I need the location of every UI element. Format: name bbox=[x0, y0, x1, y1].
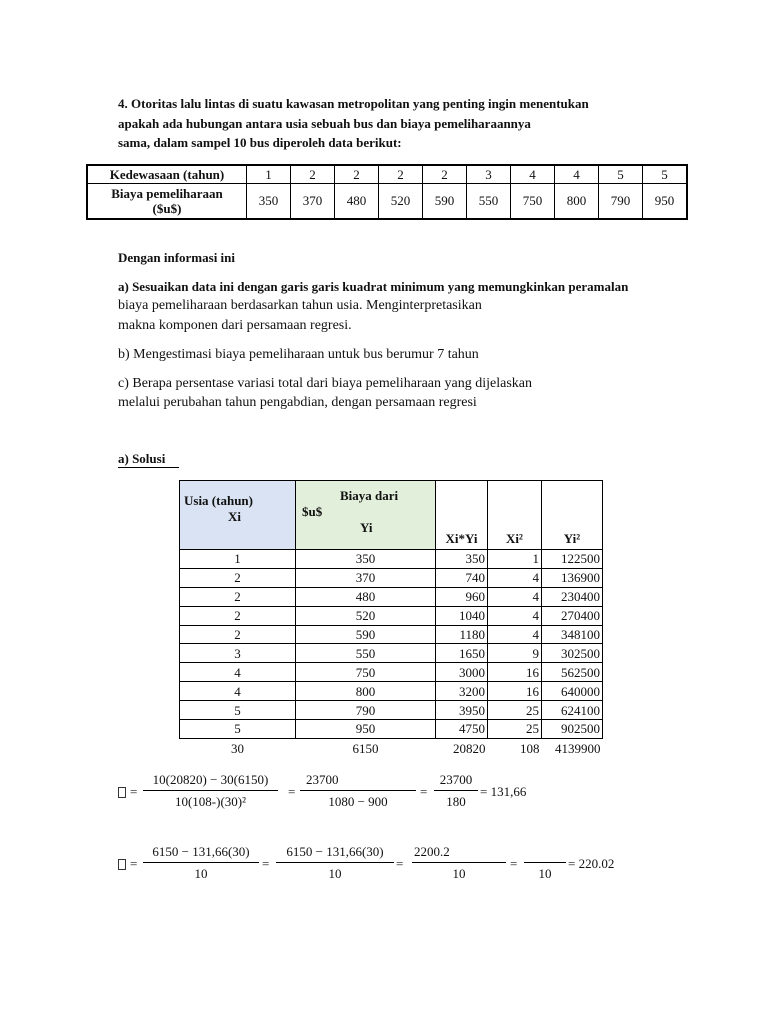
table-row bbox=[180, 682, 603, 701]
slope-symbol-icon bbox=[118, 787, 126, 798]
slope-eq-1: = bbox=[130, 784, 138, 799]
total-xiyi: 20820 bbox=[453, 740, 486, 756]
xiyi-cell: 960 bbox=[436, 587, 488, 606]
table-row bbox=[180, 587, 603, 606]
questions-intro: Dengan informasi ini bbox=[118, 250, 236, 265]
cost-cell: 590 bbox=[423, 184, 467, 220]
xi-cell: 4 bbox=[180, 663, 296, 682]
cost-cell: 350 bbox=[247, 184, 291, 220]
solution-heading: a) Solusi bbox=[118, 451, 179, 468]
header-cost-line-3: Yi bbox=[360, 520, 373, 535]
intercept-fraction-2 bbox=[276, 843, 394, 882]
intercept-symbol-icon bbox=[118, 859, 126, 870]
yi2-cell: 562500 bbox=[542, 663, 603, 682]
slope-fraction-2 bbox=[300, 771, 416, 810]
xi2-cell: 4 bbox=[488, 625, 542, 644]
yi2-cell: 348100 bbox=[542, 625, 603, 644]
yi2-cell: 122500 bbox=[542, 550, 603, 569]
problem-line-3: sama, dalam sampel 10 bus diperoleh data berikut: bbox=[118, 135, 402, 150]
xi2-cell: 9 bbox=[488, 644, 542, 663]
yi-cell: 750 bbox=[296, 663, 436, 682]
xi2-cell: 4 bbox=[488, 568, 542, 587]
intercept-fraction-4 bbox=[524, 843, 566, 882]
xi2-cell: 4 bbox=[488, 606, 542, 625]
intercept-denominator-4: 10 bbox=[538, 866, 552, 881]
yi-cell: 950 bbox=[296, 720, 436, 739]
slope-eq-2: = bbox=[288, 784, 296, 799]
year-cell: 2 bbox=[379, 165, 423, 184]
slope-fraction-3 bbox=[434, 771, 478, 810]
intercept-numerator-1: 6150 − 131,66(30) bbox=[152, 844, 250, 859]
cost-cell: 800 bbox=[555, 184, 599, 220]
header-cost-line-1: Biaya dari bbox=[340, 488, 399, 503]
header-yi2: Yi² bbox=[542, 481, 603, 550]
xi-cell: 1 bbox=[180, 550, 296, 569]
yi-cell: 480 bbox=[296, 587, 436, 606]
xi-cell: 5 bbox=[180, 701, 296, 720]
solution-table bbox=[179, 480, 603, 759]
total-xi2: 108 bbox=[520, 740, 540, 756]
xi2-cell: 1 bbox=[488, 550, 542, 569]
question-a-line-1: a) Sesuaikan data ini dengan garis garis kuadrat minimum yang memungkinkan peramalan bbox=[118, 279, 629, 294]
header-cost bbox=[296, 481, 436, 550]
xi2-cell: 25 bbox=[488, 720, 542, 739]
intercept-eq-3: = bbox=[396, 856, 404, 871]
year-cell: 1 bbox=[247, 165, 291, 184]
table-row bbox=[180, 568, 603, 587]
cost-header-line-2: ($u$) bbox=[152, 201, 182, 216]
xi-cell: 2 bbox=[180, 606, 296, 625]
xi2-cell: 16 bbox=[488, 663, 542, 682]
xi-cell: 2 bbox=[180, 568, 296, 587]
year-cell: 2 bbox=[291, 165, 335, 184]
xi-cell: 4 bbox=[180, 682, 296, 701]
year-cell: 5 bbox=[643, 165, 688, 184]
xi-cell: 2 bbox=[180, 625, 296, 644]
xiyi-cell: 1040 bbox=[436, 606, 488, 625]
xi-cell: 5 bbox=[180, 720, 296, 739]
yi-cell: 800 bbox=[296, 682, 436, 701]
xiyi-cell: 3950 bbox=[436, 701, 488, 720]
table-row bbox=[180, 625, 603, 644]
xiyi-cell: 3200 bbox=[436, 682, 488, 701]
xiyi-cell: 1180 bbox=[436, 625, 488, 644]
question-a-line-3: makna komponen dari persamaan regresi. bbox=[118, 318, 352, 333]
yi-cell: 790 bbox=[296, 701, 436, 720]
yi2-cell: 902500 bbox=[542, 720, 603, 739]
yi2-cell: 270400 bbox=[542, 606, 603, 625]
total-yi: 6150 bbox=[352, 740, 379, 756]
question-c-line-2: melalui perubahan tahun pengabdian, dengan persamaan regresi bbox=[118, 395, 477, 410]
header-age bbox=[180, 481, 296, 550]
data-table-header-age: Kedewasaan (tahun) bbox=[87, 165, 247, 184]
table-row bbox=[180, 644, 603, 663]
year-cell: 2 bbox=[335, 165, 379, 184]
intercept-eq-2: = bbox=[262, 856, 270, 871]
intercept-numerator-2: 6150 − 131,66(30) bbox=[286, 844, 384, 859]
yi2-cell: 136900 bbox=[542, 568, 603, 587]
intercept-denominator-3: 10 bbox=[452, 866, 466, 881]
header-xiyi: Xi*Yi bbox=[436, 481, 488, 550]
table-row bbox=[180, 720, 603, 739]
year-cell: 3 bbox=[467, 165, 511, 184]
cost-header-line-1: Biaya pemeliharaan bbox=[111, 186, 223, 201]
data-table-header-cost bbox=[87, 184, 247, 220]
slope-numerator-3: 23700 bbox=[439, 772, 473, 787]
slope-result: = 131,66 bbox=[480, 784, 527, 799]
yi2-cell: 640000 bbox=[542, 682, 603, 701]
xi2-cell: 25 bbox=[488, 701, 542, 720]
header-age-line-1: Usia (tahun) bbox=[184, 493, 253, 508]
slope-denominator-2: 1080 − 900 bbox=[328, 794, 388, 809]
question-b: b) Mengestimasi biaya pemeliharaan untuk bus berumur 7 tahun bbox=[118, 347, 479, 362]
xiyi-cell: 4750 bbox=[436, 720, 488, 739]
header-age-line-2: Xi bbox=[228, 509, 241, 524]
intercept-denominator-1: 10 bbox=[194, 866, 208, 881]
yi2-cell: 230400 bbox=[542, 587, 603, 606]
slope-denominator-1: 10(108-)(30)² bbox=[174, 794, 247, 809]
intercept-eq-1: = bbox=[130, 856, 138, 871]
intercept-fraction-3 bbox=[412, 843, 506, 882]
yi2-cell: 302500 bbox=[542, 644, 603, 663]
year-cell: 4 bbox=[555, 165, 599, 184]
year-cell: 5 bbox=[599, 165, 643, 184]
xiyi-cell: 3000 bbox=[436, 663, 488, 682]
slope-denominator-3: 180 bbox=[446, 794, 466, 809]
yi-cell: 590 bbox=[296, 625, 436, 644]
xiyi-cell: 740 bbox=[436, 568, 488, 587]
slope-numerator-1: 10(20820) − 30(6150) bbox=[152, 772, 269, 787]
intercept-numerator-3: 2200.2 bbox=[414, 844, 450, 859]
totals-row bbox=[180, 738, 603, 759]
table-row bbox=[180, 550, 603, 569]
cost-cell: 520 bbox=[379, 184, 423, 220]
question-a-line-2: biaya pemeliharaan berdasarkan tahun usia. Menginterpretasikan bbox=[118, 298, 482, 313]
xi-cell: 3 bbox=[180, 644, 296, 663]
yi-cell: 350 bbox=[296, 550, 436, 569]
header-cost-line-2: $u$ bbox=[302, 504, 323, 519]
data-table bbox=[86, 164, 688, 220]
table-row bbox=[180, 606, 603, 625]
intercept-fraction-1 bbox=[143, 843, 259, 882]
cost-cell: 750 bbox=[511, 184, 555, 220]
table-row bbox=[180, 701, 603, 720]
intercept-eq-4: = bbox=[510, 856, 518, 871]
slope-numerator-2: 23700 bbox=[306, 772, 339, 787]
year-cell: 2 bbox=[423, 165, 467, 184]
slope-fraction-1 bbox=[143, 771, 278, 810]
yi-cell: 550 bbox=[296, 644, 436, 663]
xi-cell: 2 bbox=[180, 587, 296, 606]
cost-cell: 480 bbox=[335, 184, 379, 220]
xiyi-cell: 1650 bbox=[436, 644, 488, 663]
yi-cell: 370 bbox=[296, 568, 436, 587]
table-row bbox=[180, 663, 603, 682]
total-xi: 30 bbox=[231, 740, 244, 756]
problem-line-2: apakah ada hubungan antara usia sebuah bus dan biaya pemeliharaannya bbox=[118, 116, 531, 131]
xiyi-cell: 350 bbox=[436, 550, 488, 569]
cost-cell: 950 bbox=[643, 184, 688, 220]
yi-cell: 520 bbox=[296, 606, 436, 625]
intercept-denominator-2: 10 bbox=[328, 866, 342, 881]
yi2-cell: 624100 bbox=[542, 701, 603, 720]
header-xi2: Xi² bbox=[488, 481, 542, 550]
total-yi2: 4139900 bbox=[555, 740, 601, 756]
cost-cell: 790 bbox=[599, 184, 643, 220]
xi2-cell: 16 bbox=[488, 682, 542, 701]
xi2-cell: 4 bbox=[488, 587, 542, 606]
cost-cell: 370 bbox=[291, 184, 335, 220]
question-c-line-1: c) Berapa persentase variasi total dari biaya pemeliharaan yang dijelaskan bbox=[118, 376, 532, 391]
year-cell: 4 bbox=[511, 165, 555, 184]
intercept-result: = 220.02 bbox=[568, 856, 615, 871]
problem-line-1: 4. Otoritas lalu lintas di suatu kawasan metropolitan yang penting ingin menentukan bbox=[118, 96, 589, 111]
slope-eq-3: = bbox=[420, 784, 428, 799]
cost-cell: 550 bbox=[467, 184, 511, 220]
